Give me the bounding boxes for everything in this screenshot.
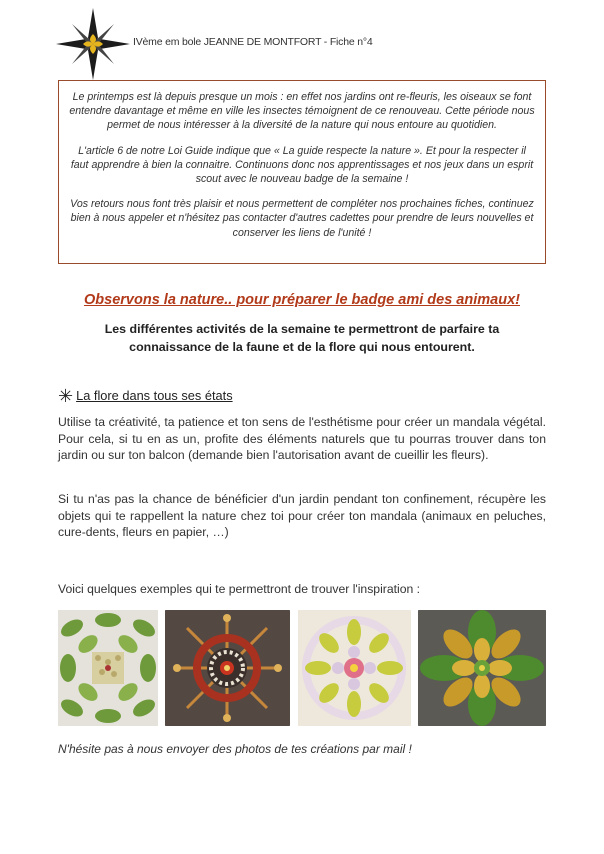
intro-paragraph: Vos retours nous font très plaisir et nous permettent de compléter nos prochaines fiches, continuez bien à nous appeler et n'hésitez pas contacter d'autres cadettes pour prendre de leurs nouvelles et conserver les liens de l'unité ! [70, 198, 534, 239]
section-paragraph-2: Si tu n'as pas la chance de bénéficier d'un jardin pendant ton confinement, récupère les objets qui te rappellent la nature chez toi pour créer ton mandala (animaux en peluches, cure-dents, fleurs en papier, …) [58, 492, 546, 539]
section-heading [58, 386, 233, 407]
intro-paragraph: Le printemps est là depuis presque un mois : en effet nos jardins ont re-fleuris, les oiseaux se font entendre davantage et même en ville les insectes témoignent de ce renouveau. Cette période nous permet de nous intéresser à la diversité de la nature qui nous entoure au quotidien. [69, 91, 535, 132]
mandala-photo-leaf-flower [418, 610, 546, 726]
mandala-photo-petals [298, 610, 411, 726]
section-paragraph-1: Utilise ta créativité, ta patience et ton sens de l'esthétisme pour créer un mandala végétal. Pour cela, si tu en as un, profite des éléments naturels que tu pourras trouver dans ton jardin ou sur ton balcon (demande bien l'autorisation avant de cueillir les fleurs). [58, 415, 546, 462]
examples-intro: Voici quelques exemples qui te permettront de trouver l'inspiration : [58, 582, 421, 596]
section-heading-label: La flore dans tous ses états [76, 388, 233, 403]
compass-star-icon [56, 8, 130, 80]
asterisk-icon: ✳ [58, 386, 74, 406]
mandala-photo-autumn [165, 610, 290, 726]
intro-box [58, 80, 546, 264]
main-subtitle: Les différentes activités de la semaine te permettront de parfaire ta connaissance de la faune et de la flore qui nous entourent. [104, 322, 500, 354]
intro-paragraph: L'article 6 de notre Loi Guide indique que « La guide respecte la nature ». Et pour la respecter il faut apprendre à bien la connaitre. Continuons donc nos apprentissages et nos jeux dans un esprit scout avec le nouveau badge de la semaine ! [70, 144, 534, 186]
closing-text: N'hésite pas à nous envoyer des photos de tes créations par mail ! [58, 742, 412, 756]
mandala-photo-leaves [58, 610, 158, 726]
main-title: Observons la nature.. pour préparer le badge ami des animaux! [84, 292, 520, 308]
header-title: IVème em bole JEANNE DE MONTFORT - Fiche n°4 [133, 36, 373, 48]
